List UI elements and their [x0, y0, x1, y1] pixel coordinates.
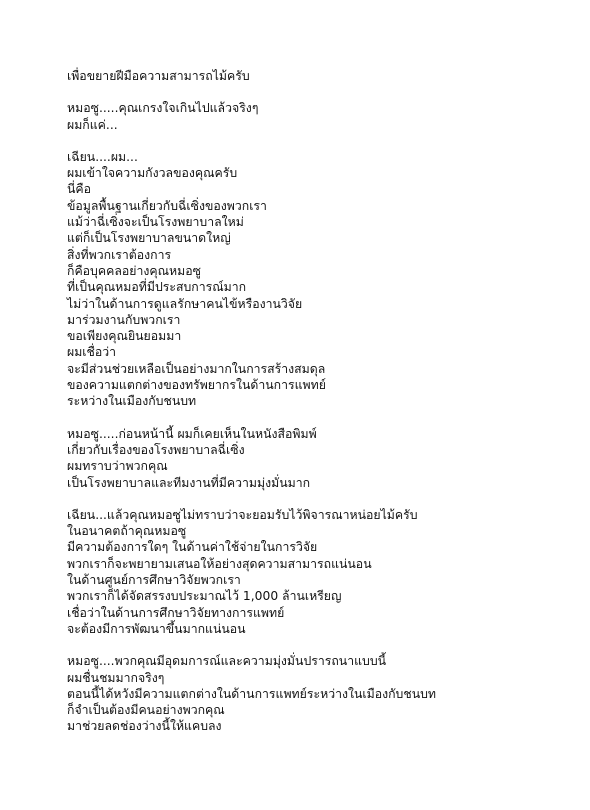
text-line: ก็จำเป็นต้องมีคนอย่างพวกคุณ [67, 703, 225, 718]
text-line: ขอเพียงคุณยินยอมมา [67, 329, 182, 344]
text-line: จะมีส่วนช่วยเหลือเป็นอย่างมากในการสร้างสมดุล [67, 361, 326, 376]
paragraph-intro [67, 68, 567, 84]
text-line: ตอนนี้ได้หวังมีความแตกต่างในด้านการแพทย์ระหว่างในเมืองกับชนบท [67, 686, 437, 701]
text-line: ผมทราบว่าพวกคุณ [67, 459, 168, 474]
text-line: ผมก็แค่... [67, 117, 118, 132]
paragraph-dialogue-3 [67, 426, 567, 491]
text-line: ข้อมูลพื้นฐานเกี่ยวกับฉี่เซิ่งของพวกเรา [67, 198, 267, 213]
text-line: หมอซู.....คุณเกรงใจเกินไปแล้วจริงๆ [67, 101, 259, 116]
text-line: จะต้องมีการพัฒนาขึ้นมากแน่นอน [67, 621, 246, 636]
paragraph-dialogue-5 [67, 653, 567, 734]
text-line: ผมเชื่อว่า [67, 345, 117, 360]
text-line: ผมชื่นชมมากจริงๆ [67, 670, 165, 685]
text-line: เพื่อขยายฝีมือความสามารถไม้ครับ [67, 69, 250, 83]
text-line: ไม่ว่าในด้านการดูแลรักษาคนไข้หรืองานวิจัย [67, 296, 303, 311]
paragraph-dialogue-4 [67, 507, 567, 637]
text-line: หมอซู.....ก่อนหน้านี้ ผมก็เคยเห็นในหนังสือพิมพ์ [67, 426, 317, 441]
text-line: เป็นโรงพยาบาลและทีมงานที่มีความมุ่งมั่นมาก [67, 475, 311, 490]
paragraph-dialogue-2 [67, 149, 567, 410]
text-line: เกี่ยวกับเรื่องของโรงพยาบาลฉี่เซิ่ง [67, 442, 245, 457]
text-line: ในอนาคตถ้าคุณหมอซู [67, 524, 187, 539]
text-line: พวกเราก็จะพยายามเสนอให้อย่างสุดความสามารถแน่นอน [67, 556, 372, 571]
text-line: หมอซู....พวกคุณมีอุดมการณ์และความมุ่งมั่นปรารถนาแบบนี้ [67, 654, 387, 669]
text-line: ในด้านศูนย์การศึกษาวิจัยพวกเรา [67, 573, 241, 588]
text-line: เชื่อว่าในด้านการศึกษาวิจัยทางการแพทย์ [67, 605, 285, 620]
text-line: พวกเราก็ได้จัดสรรงบประมาณไว้ 1,000 ล้านเหรียญ [67, 589, 342, 604]
text-line: นี่คือ [67, 182, 92, 197]
text-line: มาช่วยลดช่องว่างนี้ให้แคบลง [67, 719, 222, 734]
text-line: แต่ก็เป็นโรงพยาบาลขนาดใหญ่ [67, 231, 231, 246]
document-page [67, 68, 567, 751]
text-line: ของความแตกต่างของทรัพยากรในด้านการแพทย์ [67, 378, 326, 393]
text-line: มาร่วมงานกับพวกเรา [67, 312, 181, 327]
text-line: แม้ว่าฉี่เซิ่งจะเป็นโรงพยาบาลใหม่ [67, 215, 244, 230]
paragraph-dialogue-1 [67, 100, 567, 133]
text-line: ระหว่างในเมืองกับชนบท [67, 394, 197, 409]
text-line: สิ่งที่พวกเราต้องการ [67, 247, 172, 262]
text-line: มีความต้องการใดๆ ในด้านค่าใช้จ่ายในการวิจัย [67, 540, 318, 555]
text-line: ที่เป็นคุณหมอที่มีประสบการณ์มาก [67, 280, 247, 295]
text-line: เฉียน....ผม... [67, 149, 138, 164]
text-line: ก็คือบุคคลอย่างคุณหมอซู [67, 263, 201, 278]
text-line: เฉียน...แล้วคุณหมอซูไม่ทราบว่าจะยอมรับไว้พิจารณาหน่อยไม้ครับ [67, 507, 418, 522]
text-line: ผมเข้าใจความกังวลของคุณครับ [67, 166, 238, 181]
